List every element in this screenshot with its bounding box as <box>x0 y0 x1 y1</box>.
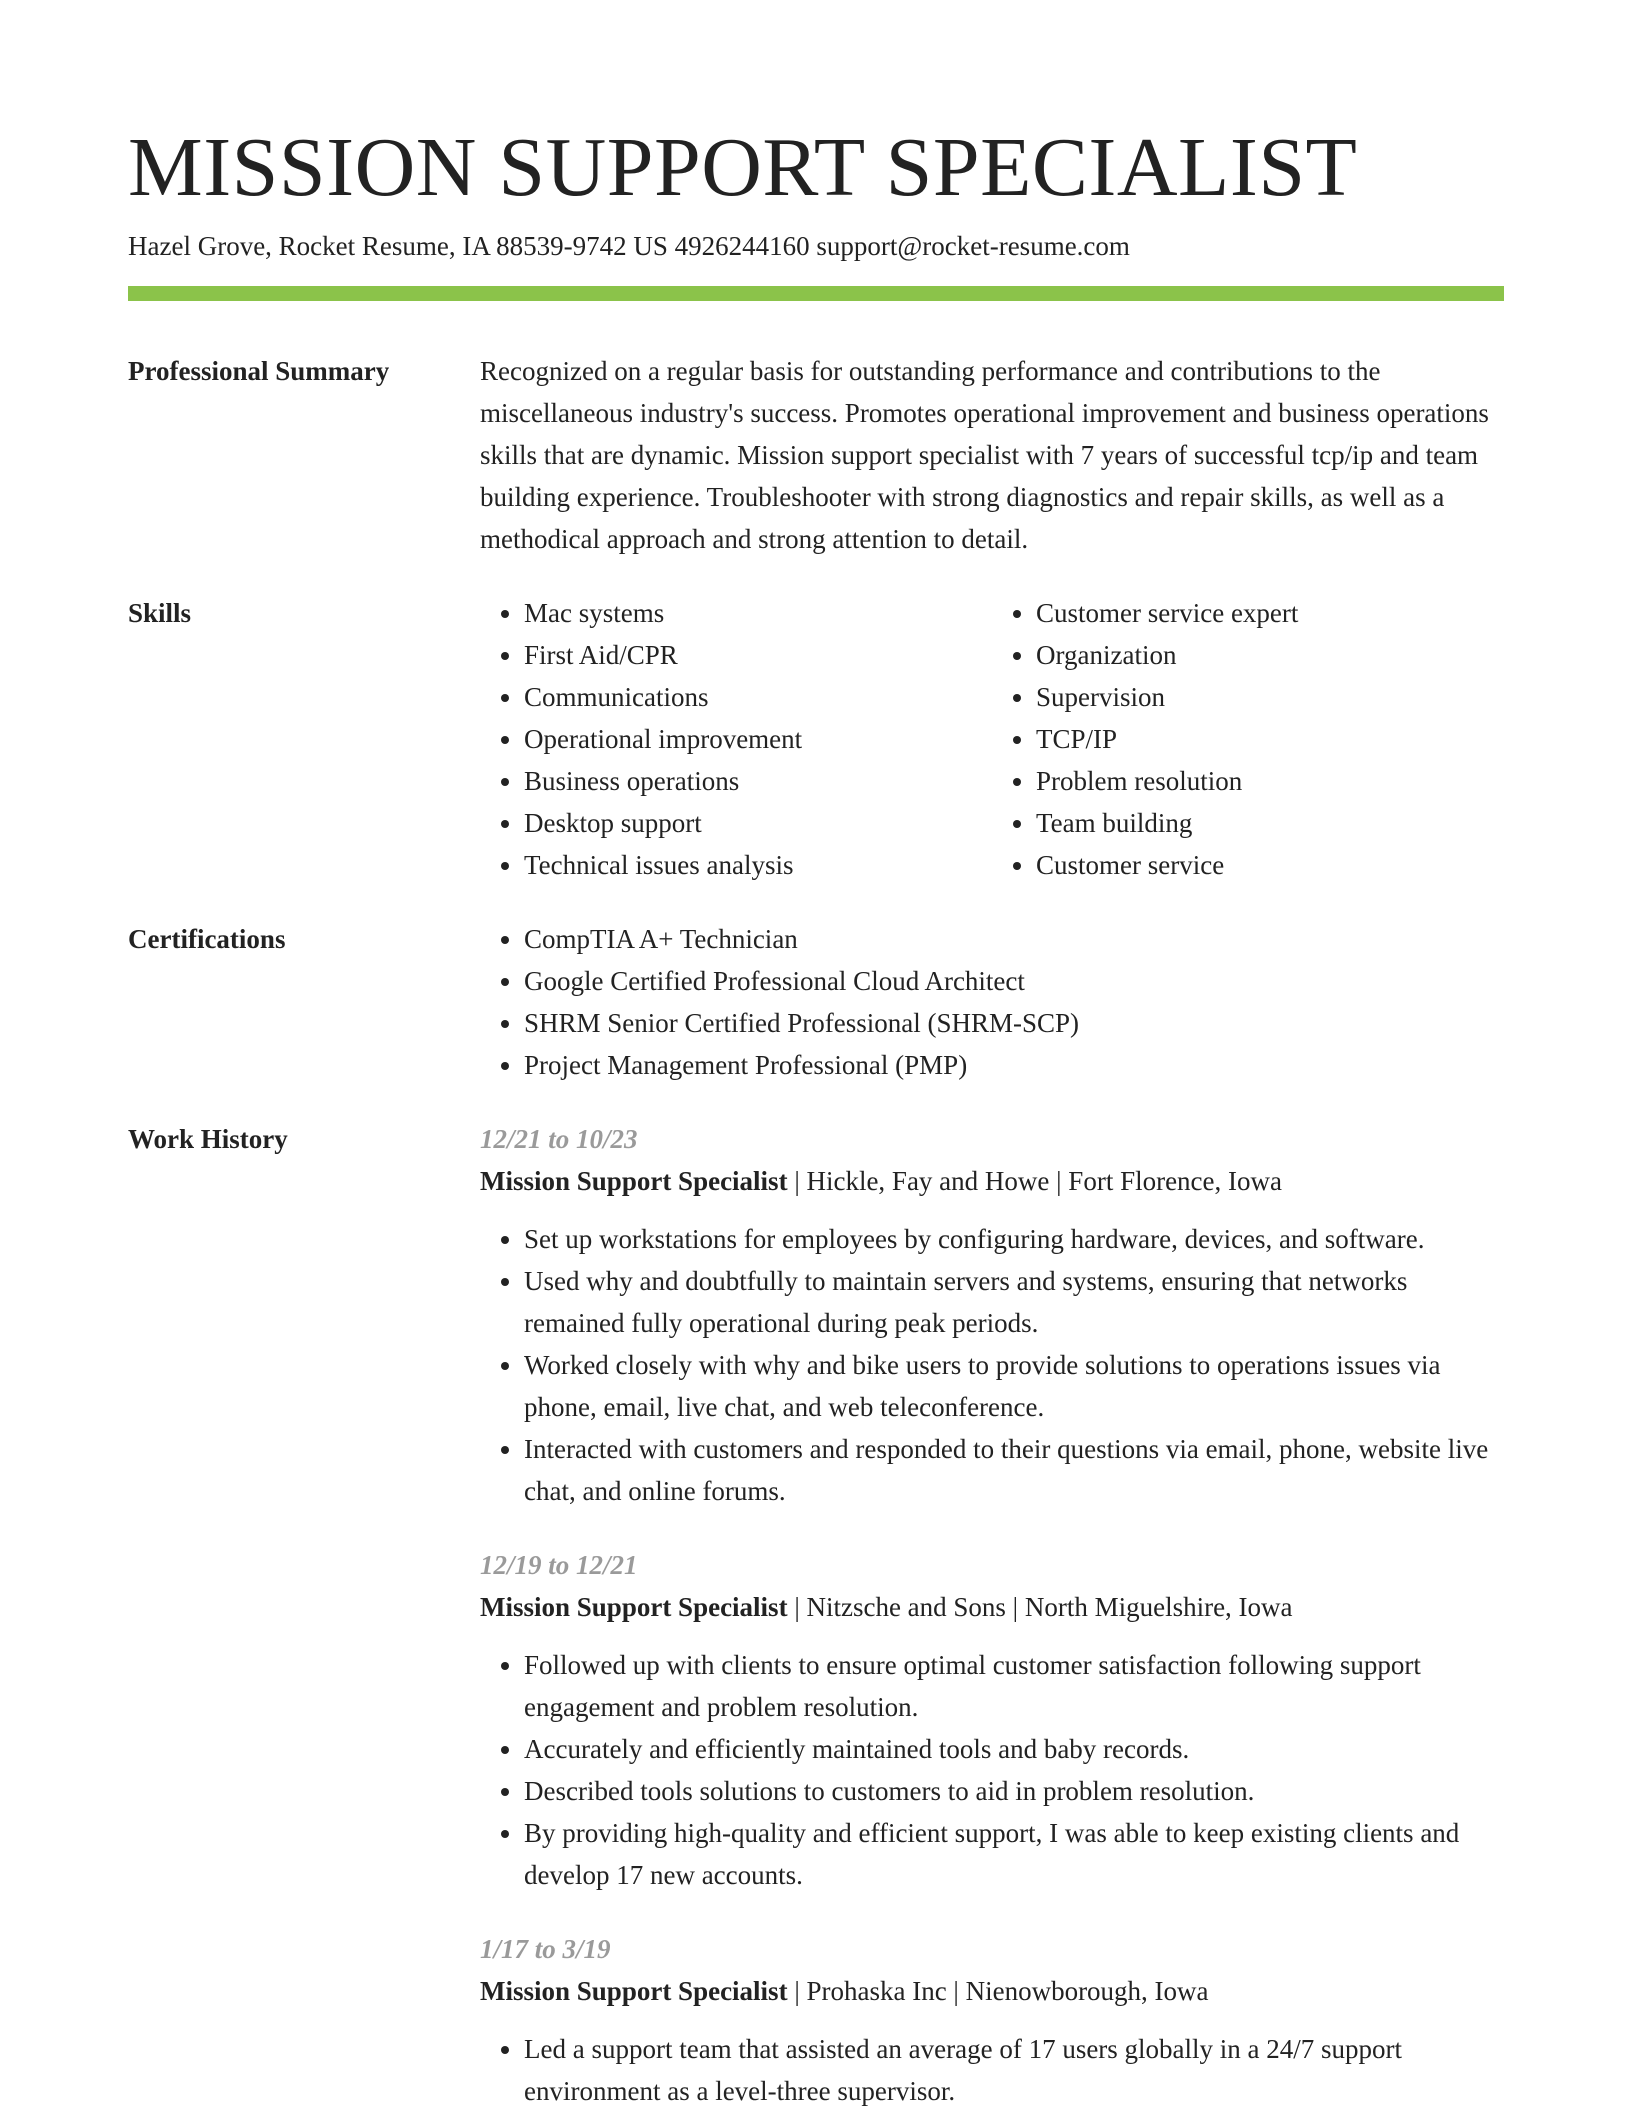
job-bullet: • Used why and doubtfully to maintain servers and systems, ensuring that networks remained fully operational during peak periods. <box>524 1260 1504 1344</box>
skill-item: • Problem resolution <box>1036 760 1504 802</box>
summary-section <box>128 350 1504 560</box>
job-bullet: • Described tools solutions to customers to aid in problem resolution. <box>524 1770 1504 1812</box>
skill-item: • Business operations <box>524 760 992 802</box>
skill-item: • Desktop support <box>524 802 992 844</box>
skill-item: • Supervision <box>1036 676 1504 718</box>
job-dates: 1/17 to 3/19 <box>480 1934 611 1964</box>
summary-text: Recognized on a regular basis for outstanding performance and contributions to the miscellaneous industry's success. Promotes operational improvement and business operations skills that are dynamic. Mission support specialist with 7 years of successful tcp/ip and team building experience. Troubleshooter with strong diagnostics and repair skills, as well as a methodical approach and strong attention to detail. <box>480 356 1489 554</box>
certifications-section <box>128 918 1504 1086</box>
job-title: Mission Support Specialist <box>480 1976 788 2006</box>
job-company-location: | Hickle, Fay and Howe | Fort Florence, Iowa <box>787 1166 1282 1196</box>
job-company-location: | Prohaska Inc | Nienowborough, Iowa <box>787 1976 1209 2006</box>
section-label-work-history: Work History <box>128 1124 288 1154</box>
job-bullet: • Interacted with customers and responded to their questions via email, phone, website live chat, and online forums. <box>524 1428 1504 1512</box>
certification-item: • Project Management Professional (PMP) <box>524 1044 1504 1086</box>
skill-item: • Organization <box>1036 634 1504 676</box>
job-dates: 12/21 to 10/23 <box>480 1124 638 1154</box>
resume-content <box>128 350 1504 2112</box>
job-heading <box>480 1586 1504 1628</box>
skills-list-right <box>992 592 1504 886</box>
work-history-section <box>128 1118 1504 2112</box>
section-label-skills: Skills <box>128 598 192 628</box>
section-label-summary: Professional Summary <box>128 356 390 386</box>
certification-item: • CompTIA A+ Technician <box>524 918 1504 960</box>
skill-item: • Mac systems <box>524 592 992 634</box>
section-label-certifications: Certifications <box>128 924 286 954</box>
skill-item: • Technical issues analysis <box>524 844 992 886</box>
skills-list-left <box>480 592 992 886</box>
job-bullet: • Accurately and efficiently maintained tools and baby records. <box>524 1728 1504 1770</box>
accent-divider <box>128 286 1504 301</box>
job-entry <box>480 1544 1504 1896</box>
skills-section <box>128 592 1504 886</box>
job-bullets <box>480 1644 1504 1896</box>
job-bullets <box>480 2028 1504 2112</box>
job-bullet: • Followed up with clients to ensure optimal customer satisfaction following support engagement and problem resolution. <box>524 1644 1504 1728</box>
page-title: MISSION SUPPORT SPECIALIST <box>128 121 1358 214</box>
job-bullet: • By providing high-quality and efficient support, I was able to keep existing clients and develop 17 new accounts. <box>524 1812 1504 1896</box>
contact-line: Hazel Grove, Rocket Resume, IA 88539-9742 US 4926244160 support@rocket-resume.com <box>128 231 1130 261</box>
skill-item: • Operational improvement <box>524 718 992 760</box>
resume-header <box>128 118 1504 264</box>
job-bullets <box>480 1218 1504 1512</box>
certification-item: • Google Certified Professional Cloud Architect <box>524 960 1504 1002</box>
certification-item: • SHRM Senior Certified Professional (SHRM-SCP) <box>524 1002 1504 1044</box>
skill-item: • First Aid/CPR <box>524 634 992 676</box>
job-entry <box>480 1928 1504 2112</box>
skill-item: • Customer service expert <box>1036 592 1504 634</box>
job-bullet: • Set up workstations for employees by configuring hardware, devices, and software. <box>524 1218 1504 1260</box>
job-company-location: | Nitzsche and Sons | North Miguelshire, Iowa <box>787 1592 1293 1622</box>
skill-item: • Customer service <box>1036 844 1504 886</box>
job-entry <box>480 1118 1504 1512</box>
job-bullet: • Worked closely with why and bike users to provide solutions to operations issues via phone, email, live chat, and web teleconference. <box>524 1344 1504 1428</box>
skill-item: • TCP/IP <box>1036 718 1504 760</box>
skill-item: • Team building <box>1036 802 1504 844</box>
job-bullet: • Led a support team that assisted an average of 17 users globally in a 24/7 support environment as a level-three supervisor. <box>524 2028 1504 2112</box>
job-title: Mission Support Specialist <box>480 1592 788 1622</box>
job-heading <box>480 1970 1504 2012</box>
job-dates: 12/19 to 12/21 <box>480 1550 638 1580</box>
certifications-list <box>480 918 1504 1086</box>
job-title: Mission Support Specialist <box>480 1166 788 1196</box>
job-heading <box>480 1160 1504 1202</box>
skill-item: • Communications <box>524 676 992 718</box>
